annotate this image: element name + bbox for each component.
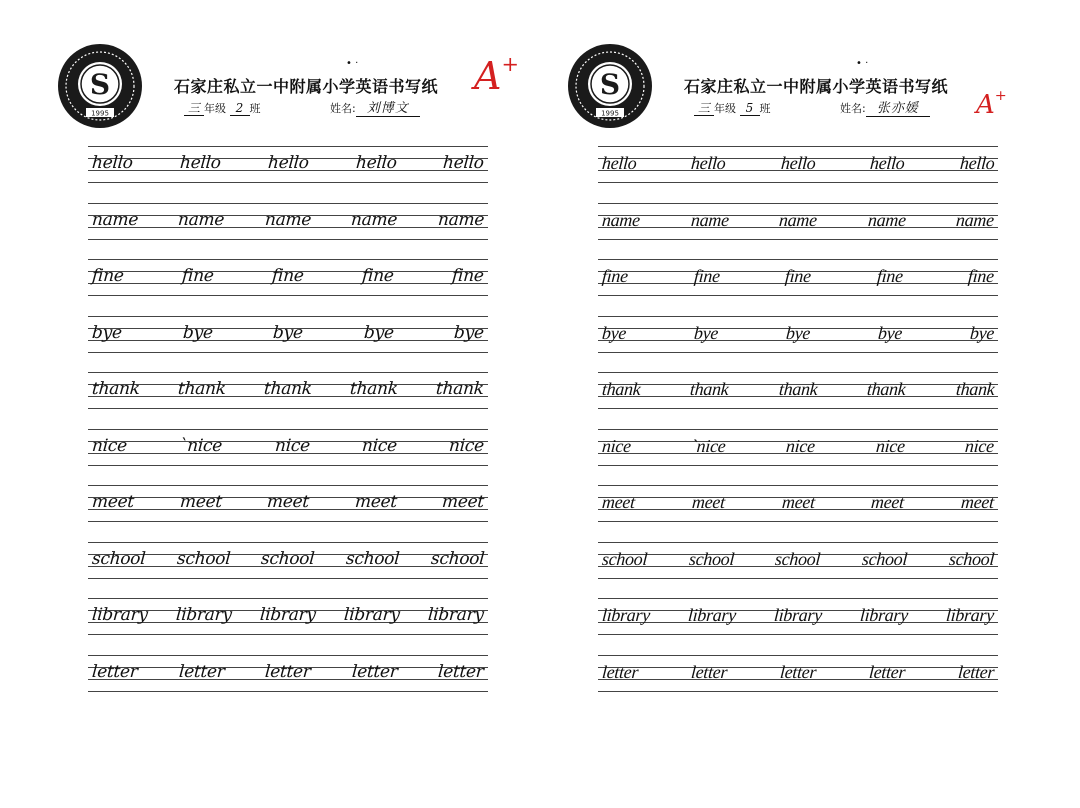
seal-emblem — [56, 42, 144, 130]
writing-row — [598, 146, 998, 186]
writing-row — [88, 372, 488, 412]
handwritten-word: library — [343, 605, 401, 625]
handwritten-word: nice — [964, 435, 995, 456]
handwritten-word: school — [345, 548, 401, 569]
handwritten-word: name — [177, 209, 226, 230]
handwritten-word: name — [955, 209, 995, 230]
writing-row — [88, 259, 488, 299]
handwritten-word: thank — [601, 379, 642, 399]
handwritten-word: library — [773, 605, 823, 625]
handwritten-word: letter — [91, 661, 139, 682]
writing-row — [88, 598, 488, 638]
writing-row — [88, 316, 488, 356]
handwritten-word: thank — [177, 379, 227, 399]
handwritten-word: fine — [271, 266, 305, 286]
handwritten-word: letter — [351, 661, 399, 682]
handwritten-word: name — [866, 209, 907, 230]
writing-row — [88, 542, 488, 582]
handwritten-word: hello — [780, 153, 816, 173]
handwritten-word: nice — [601, 435, 632, 456]
handwritten-word: meet — [870, 492, 905, 512]
handwritten-word: `nice — [690, 435, 727, 456]
handwritten-word: nice — [91, 435, 128, 456]
handwritten-word: bye — [363, 322, 395, 343]
handwritten-word: library — [175, 605, 233, 625]
handwritten-word: meet — [960, 492, 995, 512]
handwritten-word: letter — [437, 661, 485, 682]
handwritten-word: school — [688, 548, 735, 569]
worksheet-left — [56, 36, 519, 716]
school-title: 石家庄私立一中附属小学英语书写纸 — [174, 77, 439, 96]
class-label: 班 — [249, 102, 261, 115]
handwritten-word: thank — [866, 379, 907, 399]
writing-row — [598, 203, 998, 243]
writing-row — [598, 429, 998, 469]
handwritten-word: school — [948, 548, 995, 569]
writing-rows — [598, 146, 998, 711]
handwritten-word: hello — [267, 153, 310, 173]
writing-row — [598, 259, 998, 299]
handwritten-word: library — [945, 605, 995, 625]
handwritten-word: name — [350, 209, 399, 230]
grade-mark: A+ — [976, 88, 1007, 120]
name-label: 姓名: — [330, 102, 356, 115]
handwritten-word: library — [859, 605, 909, 625]
writing-row — [598, 372, 998, 412]
handwritten-word: bye — [969, 322, 995, 343]
handwritten-word: fine — [91, 266, 125, 286]
handwritten-word: library — [91, 605, 149, 625]
handwritten-word: name — [689, 209, 730, 230]
handwritten-word: nice — [785, 435, 816, 456]
grade-label: 年级 — [714, 102, 736, 115]
handwritten-word: school — [861, 548, 908, 569]
handwritten-word: letter — [177, 661, 225, 682]
handwritten-word: bye — [785, 322, 811, 343]
handwritten-word: school — [774, 548, 822, 569]
handwritten-word: nice — [875, 435, 906, 456]
handwritten-word: hello — [690, 153, 727, 173]
class-label: 班 — [759, 102, 771, 115]
handwritten-word: letter — [690, 661, 728, 682]
handwritten-word: hello — [601, 153, 638, 173]
handwritten-word: name — [437, 209, 485, 230]
handwritten-word: meet — [91, 492, 135, 512]
grade-mark: A+ — [474, 52, 519, 98]
handwritten-word: thank — [435, 379, 485, 399]
handwritten-word: library — [601, 605, 651, 625]
name-field — [330, 100, 420, 117]
writing-row — [598, 485, 998, 525]
student-info — [184, 98, 444, 118]
handwritten-word: fine — [967, 266, 995, 286]
handwritten-word: fine — [784, 266, 812, 286]
handwritten-word: fine — [451, 266, 485, 286]
handwritten-word: fine — [692, 266, 721, 286]
handwritten-word: `nice — [178, 435, 223, 456]
handwritten-word: fine — [361, 266, 395, 286]
handwritten-word: hello — [91, 153, 134, 173]
name-field — [840, 100, 930, 117]
class-value: 5 — [740, 102, 760, 116]
worksheet-right — [566, 36, 1006, 716]
handwritten-word: bye — [877, 322, 903, 343]
handwritten-word: hello — [179, 153, 222, 173]
handwritten-word: nice — [274, 435, 311, 456]
handwritten-word: fine — [601, 266, 629, 286]
handwritten-word: letter — [264, 661, 312, 682]
handwritten-word: school — [91, 548, 147, 569]
handwritten-word: thank — [954, 379, 995, 399]
writing-row — [88, 429, 488, 469]
handwritten-word: bye — [601, 322, 627, 343]
name-label: 姓名: — [840, 102, 866, 115]
grade-class-field — [694, 100, 771, 116]
name-value: 张亦媛 — [866, 102, 930, 117]
handwritten-word: meet — [691, 492, 726, 512]
handwritten-word: school — [260, 548, 316, 569]
seal-emblem — [566, 42, 654, 130]
stray-ink-dots: • · — [346, 58, 359, 69]
class-value: 2 — [230, 102, 250, 116]
handwritten-word: school — [176, 548, 231, 569]
handwritten-word: meet — [178, 492, 223, 512]
handwritten-word: thank — [689, 379, 730, 399]
handwritten-word: meet — [441, 492, 485, 512]
handwritten-word: meet — [601, 492, 636, 512]
handwritten-word: name — [778, 209, 818, 230]
name-value: 刘博文 — [356, 102, 420, 117]
svg-text:1995: 1995 — [91, 109, 109, 118]
handwritten-word: hello — [442, 153, 485, 173]
handwritten-word: thank — [778, 379, 818, 399]
writing-row — [598, 316, 998, 356]
handwritten-word: hello — [958, 153, 995, 173]
handwritten-word: letter — [957, 661, 995, 682]
handwritten-word: bye — [272, 322, 304, 343]
handwritten-word: bye — [91, 322, 123, 343]
handwritten-word: school — [601, 548, 648, 569]
writing-row — [88, 485, 488, 525]
handwritten-word: library — [427, 605, 485, 625]
handwritten-word: bye — [693, 322, 719, 343]
handwritten-word: letter — [601, 661, 639, 682]
handwritten-word: meet — [353, 492, 398, 512]
svg-text:1995: 1995 — [601, 109, 619, 118]
handwritten-word: thank — [349, 379, 399, 399]
writing-row — [88, 655, 488, 695]
handwritten-word: library — [259, 605, 317, 625]
handwritten-word: fine — [181, 266, 215, 286]
handwritten-word: nice — [448, 435, 485, 456]
handwritten-word: letter — [779, 661, 817, 682]
writing-row — [88, 146, 488, 186]
handwritten-word: bye — [453, 322, 485, 343]
handwritten-word: meet — [266, 492, 310, 512]
writing-row — [598, 598, 998, 638]
handwritten-word: thank — [263, 379, 313, 399]
handwritten-word: thank — [91, 379, 141, 399]
handwritten-word: bye — [181, 322, 213, 343]
handwritten-word: name — [91, 209, 139, 230]
svg-text:S: S — [89, 68, 111, 101]
handwritten-word: meet — [780, 492, 816, 512]
school-seal-logo — [56, 42, 144, 130]
grade-value: 三 — [184, 102, 204, 116]
handwritten-word: letter — [868, 661, 906, 682]
writing-row — [598, 655, 998, 695]
school-title: 石家庄私立一中附属小学英语书写纸 — [684, 77, 949, 96]
handwritten-word: name — [264, 209, 312, 230]
student-info — [694, 98, 954, 118]
handwritten-word: hello — [354, 153, 397, 173]
school-seal-logo — [566, 42, 654, 130]
handwritten-word: library — [687, 605, 737, 625]
handwritten-word: name — [601, 209, 641, 230]
handwritten-word: hello — [869, 153, 906, 173]
grade-label: 年级 — [204, 102, 226, 115]
grade-class-field — [184, 100, 261, 116]
handwritten-word: nice — [361, 435, 398, 456]
handwritten-word: fine — [875, 266, 904, 286]
handwritten-word: school — [430, 548, 485, 569]
stray-ink-dots: • · — [856, 58, 869, 69]
svg-text:S: S — [599, 68, 621, 101]
writing-row — [598, 542, 998, 582]
writing-rows — [88, 146, 488, 711]
writing-row — [88, 203, 488, 243]
grade-value: 三 — [694, 102, 714, 116]
